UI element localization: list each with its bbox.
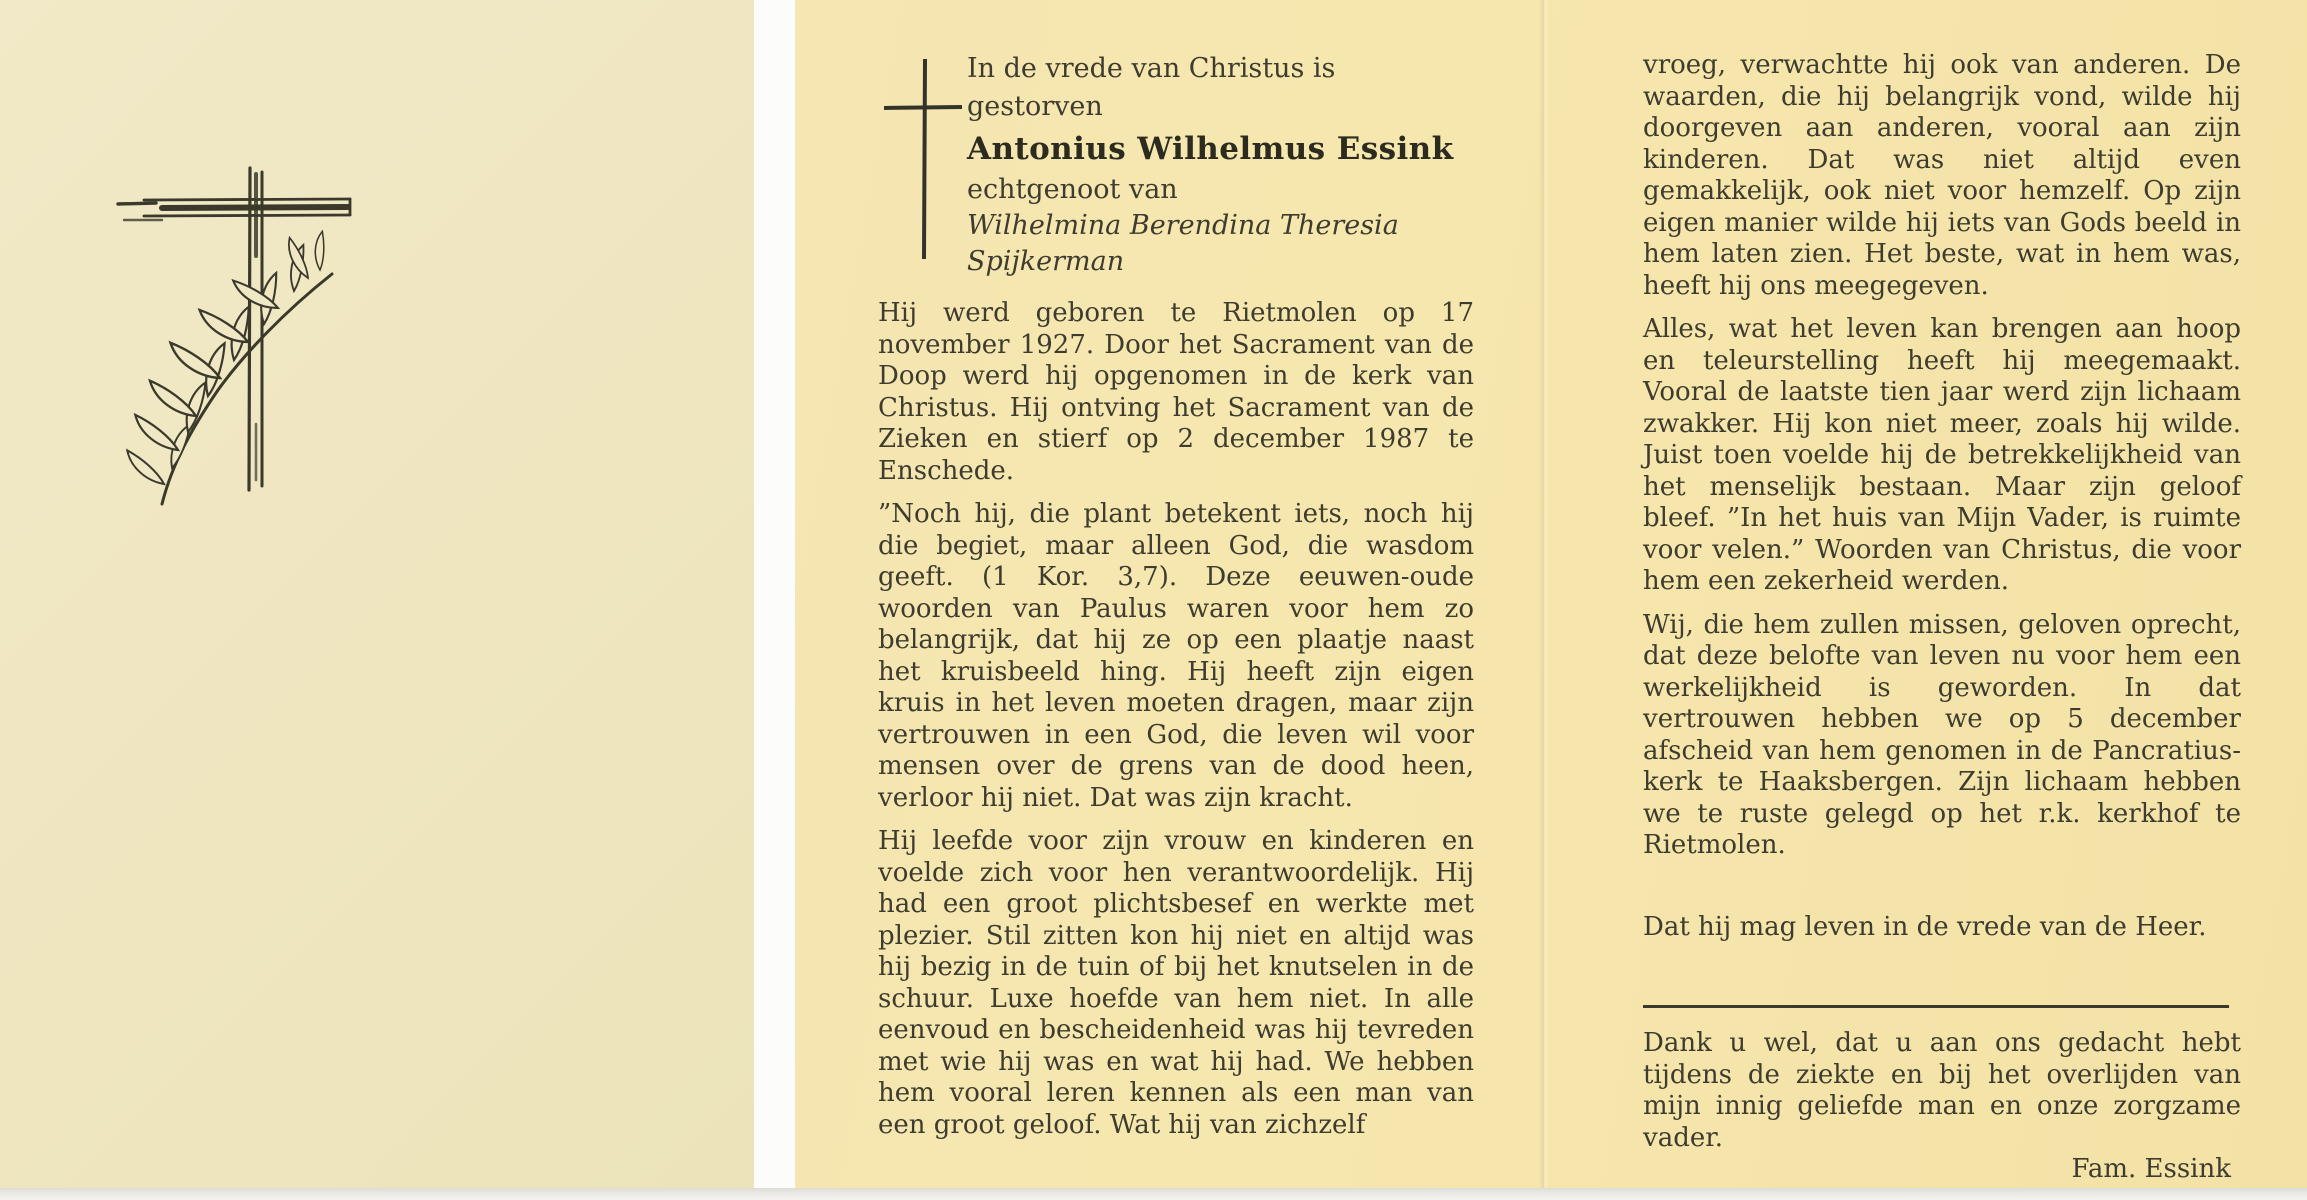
bottom-scan-strip xyxy=(0,1188,2307,1200)
fold-crease xyxy=(1539,0,1549,1188)
spouse-name-line-2: Spijkerman xyxy=(967,246,1125,277)
body-paragraph: vroeg, verwachtte hij ook van anderen. De waarden, die hij belangrijk vond, wilde hij doorgeven aan anderen, vooral aan zijn kinderen. Dat was niet altijd even gemakkelijk, ook niet voor hemzelf. Op zijn eigen manier wilde hij iets van Gods beeld in hem laten zien. Het beste, wat in hem was, heeft hij ons meegegeven. xyxy=(1643,50,2241,301)
body-paragraph: ”Noch hij, die plant betekent iets, noch hij die begiet, maar alleen God, die wasdom geeft. (1 Kor. 3,7). Deze eeuwen-oude woorden van Paulus waren voor hem zo belangrijk, dat hij ze op een plaatje naast het kruisbeeld hing. Hij heeft zijn eigen kruis in het leven moeten dragen, maar zijn vertrouwen in een God, die leven wil voor mensen over de grens van de dood heen, verloor hij niet. Dat was zijn kracht. xyxy=(878,499,1474,813)
deceased-name: Antonius Wilhelmus Essink xyxy=(967,131,1454,167)
family-signature: Fam. Essink xyxy=(2071,1154,2231,1184)
inner-left-page xyxy=(878,0,1474,1141)
body-paragraph: Wij, die hem zullen missen, geloven oprecht, dat deze belofte van leven nu voor hem een werkelijkheid is geworden. In dat vertrouwen hebben we op 5 december afscheid van hem genomen in de Pancratius-kerk te Haaksbergen. Zijn lichaam hebben we te ruste gelegd op het r.k. kerkhof te Rietmolen. xyxy=(1643,609,2241,860)
relation-line: echtgenoot van xyxy=(967,174,1178,205)
front-panel-card xyxy=(0,0,754,1188)
card-header xyxy=(878,0,1474,280)
closing-line: Dat hij mag leven in de vrede van de Heer. xyxy=(1643,911,2207,942)
intro-line-2: gestorven xyxy=(967,91,1103,122)
body-paragraph: Hij werd geboren te Rietmolen op 17 november 1927. Door het Sacrament van de Doop werd hij opgenomen in de kerk van Christus. Hij ontving het Sacrament van de Zieken en stierf op 2 december 1987 te Enschede. xyxy=(878,298,1474,486)
body-paragraph: Hij leefde voor zijn vrouw en kinderen en voelde zich voor hen verantwoordelijk. Hij had een groot plichtsbesef en werkte met plezier. Stil zitten kon hij niet en altijd was hij bezig in de tuin of bij het knutselen in de schuur. Luxe hoefde van hem niet. In alle eenvoud en bescheidenheid was hij tevreden met wie hij was en wat hij had. We hebben hem vooral leren kennen als een man van een groot geloof. Wat hij van zichzelf xyxy=(878,826,1474,1140)
thanks-divider xyxy=(1643,1005,2229,1008)
intro-line-1: In de vrede van Christus is xyxy=(967,53,1336,84)
inner-spread-sheet xyxy=(795,0,2307,1188)
memorial-cross-icon xyxy=(880,56,966,262)
inner-right-page xyxy=(1643,0,2241,1186)
spouse-name-line-1: Wilhelmina Berendina Theresia xyxy=(967,210,1399,241)
cross-and-wheat-branch-illustration xyxy=(100,128,400,528)
body-paragraph: Alles, wat het leven kan brengen aan hoop en teleurstelling heeft hij meegemaakt. Vooral de laatste tien jaar werd zijn lichaam zwakker. Hij kon niet meer, zoals hij wilde. Juist toen voelde hij de betrekkelijkheid van het menselijk bestaan. Maar zijn geloof bleef. ”In het huis van Mijn Vader, is ruimte voor velen.” Woorden van Christus, die voor hem een zekerheid werden. xyxy=(1643,314,2241,596)
acknowledgement-paragraph: Dank u wel, dat u aan ons gedacht hebt tijdens de ziekte en bij het overlijden van mijn innig geliefde man en onze zorgzame vader. xyxy=(1643,1028,2241,1153)
